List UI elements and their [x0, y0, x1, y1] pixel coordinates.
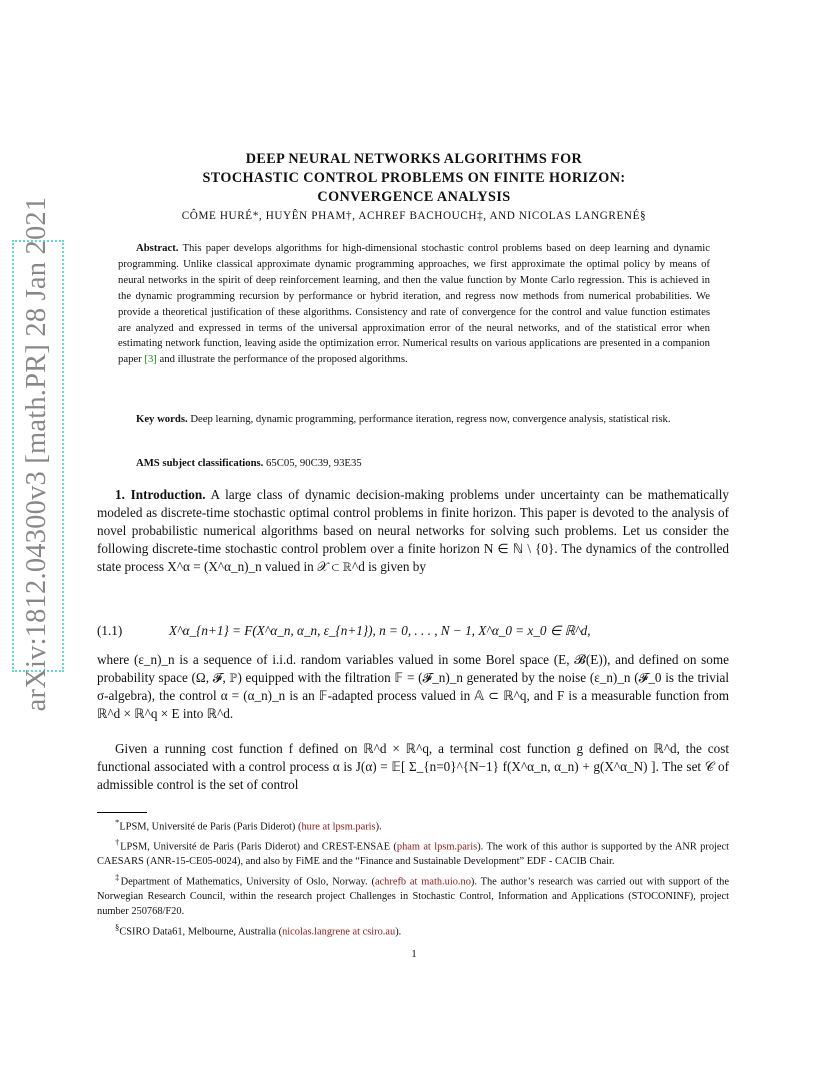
paragraph-3	[97, 740, 729, 794]
arxiv-stamp-text[interactable]: arXiv:1812.04300v3 [math.PR] 28 Jan 2021	[21, 196, 52, 712]
introduction-paragraph	[97, 486, 729, 576]
abstract-text: This paper develops algorithms for high-dimensional stochastic control problems based on deep learning and dynamic programming. Unlike classical approximate dynamic programming approaches, we first approximate the optimal policy by means of neural networks in the spirit of deep reinforcement learning, and then the value function by Monte Carlo regression. This is achieved in the dynamic programming recursion by performance or hybrid iteration, and regress now methods from numerical probabilities. We provide a theoretical justification of these algorithms. Consistency and rate of convergence for the control and value function estimates are analyzed and expressed in terms of the universal approximation error of the neural networks, and of the statistical error when estimating network function, leaving aside the optimization error. Numerical results on various applications are presented in a companion paper	[118, 242, 711, 366]
arxiv-stamp[interactable]	[12, 196, 62, 712]
abstract-label: Abstract.	[136, 242, 179, 254]
title-line-3: CONVERGENCE ANALYSIS	[317, 189, 511, 205]
intro-text: A large class of dynamic decision-making problems under uncertainty can be mathematically modeled as discrete-time stochastic optimal control problems in finite horizon. This paper is devoted to the analysis of novel probabilistic numerical algorithms based on neural networks for solving such problems. Let us consider the following discrete-time stochastic control problem over a finite horizon N ∈ ℕ \ {0}. The dynamics of the controlled state process X^α = (X^α_n)_n valued in 𝒳 ⊂ ℝ^d is given by	[97, 487, 729, 574]
equation-number: (1.1)	[97, 623, 123, 638]
email-link[interactable]: nicolas.langrene at csiro.au	[282, 926, 396, 938]
paragraph-3-text: Given a running cost function f defined on ℝ^d × ℝ^q, a terminal cost function g defined on ℝ^d, the cost functional associated with a control process α is J(α) = 𝔼[ Σ_{n=0}^{N−1} f(X^α_n, α_n) + g(X^α_N) ]. The set 𝒞 of admissible control is the set of control	[97, 741, 729, 792]
paper-title	[100, 150, 728, 207]
ams-label: AMS subject classifications.	[136, 457, 264, 469]
footnote-rule	[97, 812, 147, 813]
author-list: CÔME HURÉ*, HUYÊN PHAM†, ACHREF BACHOUCH‡, AND NICOLAS LANGRENÉ§	[181, 210, 647, 222]
abstract	[118, 241, 710, 368]
footnotes	[97, 815, 729, 939]
footnote-2: †LPSM, Université de Paris (Paris Diderot) and CREST-ENSAE (pham at lpsm.paris). The work of this author is supported by the ANR project CAESARS (ANR-15-CE05-0024), and also by FiME and the “Finance and Sustainable Development” EDF - CACIB Chair.	[97, 836, 730, 868]
abstract-text-end: and illustrate the performance of the proposed algorithms.	[159, 353, 408, 366]
email-link[interactable]: pham at lpsm.paris	[396, 841, 478, 853]
title-line-1: DEEP NEURAL NETWORKS ALGORITHMS FOR	[245, 151, 583, 167]
paragraph-2: where (ε_n)_n is a sequence of i.i.d. random variables valued in some Borel space (E, 𝓑(E)), and defined on some probability space (Ω, 𝓕, ℙ) equipped with the filtration 𝔽 = (𝓕_n)_n generated by the noise (ε_n)_n (𝓕_0 is the trivial σ-algebra), the control α = (α_n)_n is an 𝔽-adapted process valued in 𝔸 ⊂ ℝ^q, and F is a measurable function from ℝ^d × ℝ^q × E into ℝ^d.	[97, 652, 729, 721]
keywords-label: Key words.	[136, 413, 188, 425]
equation-formula: X^α_{n+1} = F(X^α_n, α_n, ε_{n+1}), n = 0, . . . , N − 1, X^α_0 = x_0 ∈ ℝ^d,	[169, 623, 591, 638]
page-number: 1	[411, 948, 417, 960]
footnote-4: §CSIRO Data61, Melbourne, Australia (nicolas.langrene at csiro.au).	[115, 921, 402, 938]
section-heading: 1. Introduction.	[115, 487, 206, 502]
keywords-text: Deep learning, dynamic programming, performance iteration, regress now, convergence analysis, statistical risk.	[190, 413, 671, 425]
email-link[interactable]: achrefb at math.uio.no	[374, 876, 471, 888]
footnote-3: ‡Department of Mathematics, University of Oslo, Norway. (achrefb at math.uio.no). The author’s research was carried out with support of the Norwegian Research Council, within the research project Challenges in Stochastic Control, Information and Applications (STOCONINF), project number 250768/F20.	[97, 871, 729, 918]
citation-link[interactable]: [3]	[144, 353, 157, 366]
title-line-2: STOCHASTIC CONTROL PROBLEMS ON FINITE HORIZON:	[202, 170, 626, 186]
ams-classifications	[118, 456, 710, 472]
keywords	[118, 412, 710, 428]
ams-text: 65C05, 90C39, 93E35	[266, 457, 362, 469]
footnote-1: *LPSM, Université de Paris (Paris Diderot) (hure at lpsm.paris).	[115, 817, 382, 833]
email-link[interactable]: hure at lpsm.paris	[301, 821, 376, 833]
